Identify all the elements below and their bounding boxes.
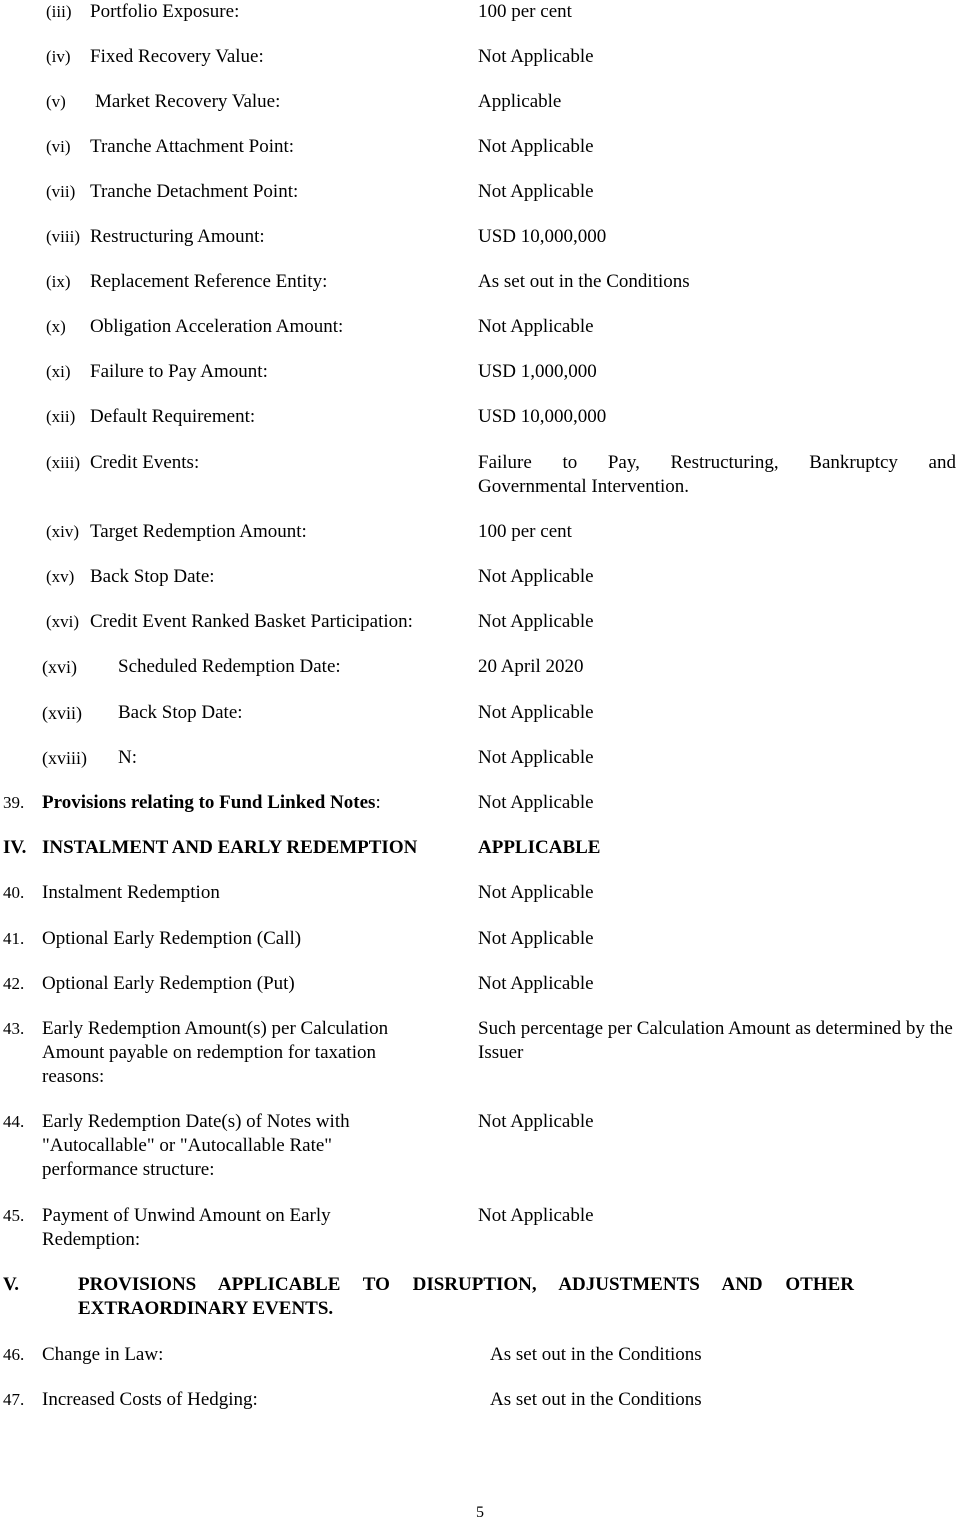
section-value: Not Applicable (478, 928, 594, 949)
section-number: 40. (3, 883, 25, 902)
item-number: (iii) (46, 2, 72, 21)
item-number: (ix) (46, 272, 71, 291)
item-label: Scheduled Redemption Date: (118, 656, 341, 677)
section-number: 43. (3, 1019, 25, 1038)
section-number: 42. (3, 974, 25, 993)
item-label: Failure to Pay Amount: (90, 361, 268, 382)
section-value: Not Applicable (478, 973, 594, 994)
item-label: Market Recovery Value: (95, 91, 281, 112)
section-label-bold: Provisions relating to Fund Linked Notes (42, 792, 376, 813)
item-number: (xvi) (46, 612, 80, 631)
item-value: Not Applicable (478, 181, 594, 202)
item-value: Not Applicable (478, 316, 594, 337)
section-value: Not Applicable (478, 1205, 594, 1226)
item-label: Replacement Reference Entity: (90, 271, 328, 292)
section-label: Increased Costs of Hedging: (42, 1389, 258, 1410)
section-label: Change in Law: (42, 1344, 164, 1365)
item-label: Credit Event Ranked Basket Participation: (90, 611, 413, 632)
section-label (42, 791, 381, 815)
item-number: (iv) (46, 47, 71, 66)
section-label-colon: : (375, 792, 381, 813)
section-heading-title: PROVISIONS APPLICABLE TO DISRUPTION, ADJUSTMENTS AND OTHER (78, 1274, 854, 1295)
item-label: Tranche Detachment Point: (90, 181, 299, 202)
section-value: Not Applicable (478, 1111, 594, 1132)
section-value: As set out in the Conditions (490, 1344, 702, 1365)
item-value: USD 10,000,000 (478, 226, 607, 247)
item-label: Credit Events: (90, 452, 200, 473)
item-number: (xvii) (42, 703, 82, 723)
item-label: Default Requirement: (90, 406, 256, 427)
item-number: (xiv) (46, 522, 80, 541)
item-number: (xiii) (46, 453, 80, 472)
item-number: (viii) (46, 227, 80, 246)
item-value: Not Applicable (478, 702, 594, 723)
item-value: Not Applicable (478, 136, 594, 157)
section-label: Early Redemption Date(s) of Notes with "Autocallable" or "Autocallable Rate" performance structure: (42, 1111, 350, 1180)
section-value: Not Applicable (478, 882, 594, 903)
section-number: 41. (3, 929, 25, 948)
section-label: Instalment Redemption (42, 882, 220, 903)
section-number: 45. (3, 1206, 25, 1225)
section-heading-title-continued: EXTRAORDINARY EVENTS. (78, 1298, 334, 1319)
item-label: Portfolio Exposure: (90, 1, 240, 22)
item-value: 100 per cent (478, 521, 572, 542)
page-number: 5 (476, 1504, 484, 1521)
section-number: 47. (3, 1390, 25, 1409)
item-number: (vii) (46, 182, 76, 201)
item-value: USD 10,000,000 (478, 406, 607, 427)
item-value-continued: Governmental Intervention. (478, 476, 690, 497)
section-value: As set out in the Conditions (490, 1389, 702, 1410)
item-value: Not Applicable (478, 611, 594, 632)
item-value: Not Applicable (478, 747, 594, 768)
item-value: As set out in the Conditions (478, 271, 690, 292)
section-number: IV. (3, 837, 27, 858)
section-number: V. (3, 1274, 20, 1295)
item-label: Target Redemption Amount: (90, 521, 307, 542)
item-value: Not Applicable (478, 46, 594, 67)
section-heading-value: APPLICABLE (478, 837, 601, 858)
item-number: (xv) (46, 567, 75, 586)
section-label: Optional Early Redemption (Call) (42, 928, 302, 949)
item-value: Failure to Pay, Restructuring, Bankruptcy and (478, 452, 956, 473)
section-number: 44. (3, 1112, 25, 1131)
item-number: (xvi) (42, 657, 77, 677)
item-value: 100 per cent (478, 1, 572, 22)
item-number: (xii) (46, 407, 76, 426)
item-value: 20 April 2020 (478, 656, 584, 677)
section-value: Not Applicable (478, 792, 594, 813)
item-label: Back Stop Date: (90, 566, 215, 587)
item-label: Tranche Attachment Point: (90, 136, 295, 157)
item-value: Applicable (478, 91, 562, 112)
item-label: Back Stop Date: (118, 702, 243, 723)
section-value: Such percentage per Calculation Amount as determined by the Issuer (478, 1018, 953, 1063)
item-label: N: (118, 747, 137, 768)
item-label: Fixed Recovery Value: (90, 46, 264, 67)
section-label: Optional Early Redemption (Put) (42, 973, 295, 994)
item-value: Not Applicable (478, 566, 594, 587)
item-number: (xi) (46, 362, 71, 381)
section-label: Early Redemption Amount(s) per Calculation Amount payable on redemption for taxation reasons: (42, 1018, 389, 1087)
item-number: (x) (46, 317, 66, 336)
section-heading-title: INSTALMENT AND EARLY REDEMPTION (42, 837, 418, 858)
section-number: 46. (3, 1345, 25, 1364)
item-number: (xviii) (42, 748, 87, 768)
item-number: (vi) (46, 137, 71, 156)
section-number: 39. (3, 793, 25, 812)
item-number: (v) (46, 92, 66, 111)
item-value: USD 1,000,000 (478, 361, 597, 382)
item-label: Restructuring Amount: (90, 226, 265, 247)
item-label: Obligation Acceleration Amount: (90, 316, 344, 337)
section-label: Payment of Unwind Amount on Early Redemption: (42, 1205, 331, 1250)
